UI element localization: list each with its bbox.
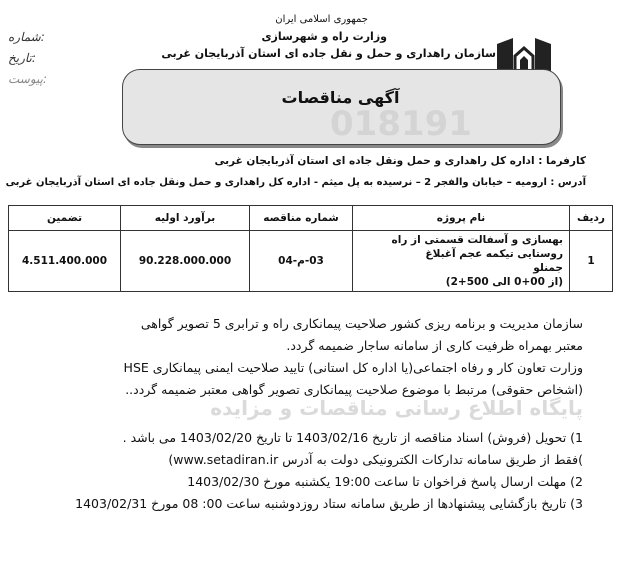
tender-number-cell: 03-م-04 <box>250 231 353 292</box>
schedule-item-1: 1) تحویل (فروش) اسناد مناقصه از تاریخ 1403/02/16 تا تاریخ 1403/02/20 می باشد . <box>122 430 583 445</box>
employer-line: کارفرما : اداره کل راهداری و حمل ونقل جاده ای استان آذربایجان غربی <box>214 155 586 167</box>
project-name-line2: جمنلو <box>533 262 563 274</box>
row-number-cell: 1 <box>570 231 613 292</box>
page-title: آگهی مناقصات <box>281 88 400 107</box>
number-label: شماره: <box>8 30 45 44</box>
column-header-project: نام پروژه <box>353 206 570 231</box>
schedule-item-2: 2) مهلت ارسال پاسخ فراخوان تا ساعت 19:00 یکشنبه مورخ 1403/02/30 <box>187 474 583 489</box>
estimate-cell: 90.228.000.000 <box>121 231 250 292</box>
date-label: تاریخ: <box>8 51 36 65</box>
attachment-label: پیوست: <box>8 72 48 86</box>
table-header-row <box>9 206 613 231</box>
requirement-line-3: وزارت تعاون کار و رفاه اجتماعی(یا اداره کل استانی) تایید صلاحیت ایمنی پیمانکاری HSE <box>123 360 583 375</box>
guarantee-cell: 4.511.400.000 <box>9 231 121 292</box>
column-header-tender-number: شماره مناقصه <box>250 206 353 231</box>
organization-name: سازمان راهداری و حمل و نقل جاده ای استان آذربایجان غربی <box>161 47 496 60</box>
project-cell <box>353 231 570 292</box>
address-line: آدرس : ارومیه – خیابان والفجر 2 – نرسیده به پل میثم - اداره کل راهداری و حمل ونقل جاده ای استان آذربایجان غربی <box>5 177 586 188</box>
requirement-line-2: معتبر بهمراه ظرفیت کاری از سامانه ساجار ضمیمه گردد. <box>286 338 583 353</box>
schedule-item-1b: )فقط از طریق سامانه تدارکات الکترونیکی دولت به آدرس www.setadiran.ir) <box>168 452 583 467</box>
column-header-row-number: ردیف <box>570 206 613 231</box>
watermark-text: پایگاه اطلاع رسانی مناقصات و مزایده <box>210 396 583 420</box>
watermark-code: 018191 <box>330 104 472 144</box>
tender-table <box>8 205 613 292</box>
project-range: (از 00+0 الی 500+2) <box>445 276 563 288</box>
country-name: جمهوری اسلامی ایران <box>275 14 368 25</box>
table-row <box>9 231 613 292</box>
ministry-name: وزارت راه و شهرسازی <box>261 30 387 43</box>
schedule-item-3: 3) تاریخ بازگشایی پیشنهادها از طریق سامانه ستاد روزدوشنبه ساعت 00: 08 مورخ 1403/02/31 <box>75 496 583 511</box>
project-name-line1: بهسازی و آسفالت قسمتی از راه روستایی تیکمه عجم آغبلاغ <box>391 234 563 260</box>
requirement-line-1: سازمان مدیریت و برنامه ریزی کشور صلاحیت پیمانکاری راه و ترابری 5 تصویر گواهی <box>140 316 583 331</box>
column-header-estimate: برآورد اولیه <box>121 206 250 231</box>
column-header-guarantee: تضمین <box>9 206 121 231</box>
requirement-line-4: (اشخاص حقوقی) مرتبط با موضوع صلاحیت پیمانکاری تصویر گواهی معتبر ضمیمه گردد.. <box>125 382 583 397</box>
